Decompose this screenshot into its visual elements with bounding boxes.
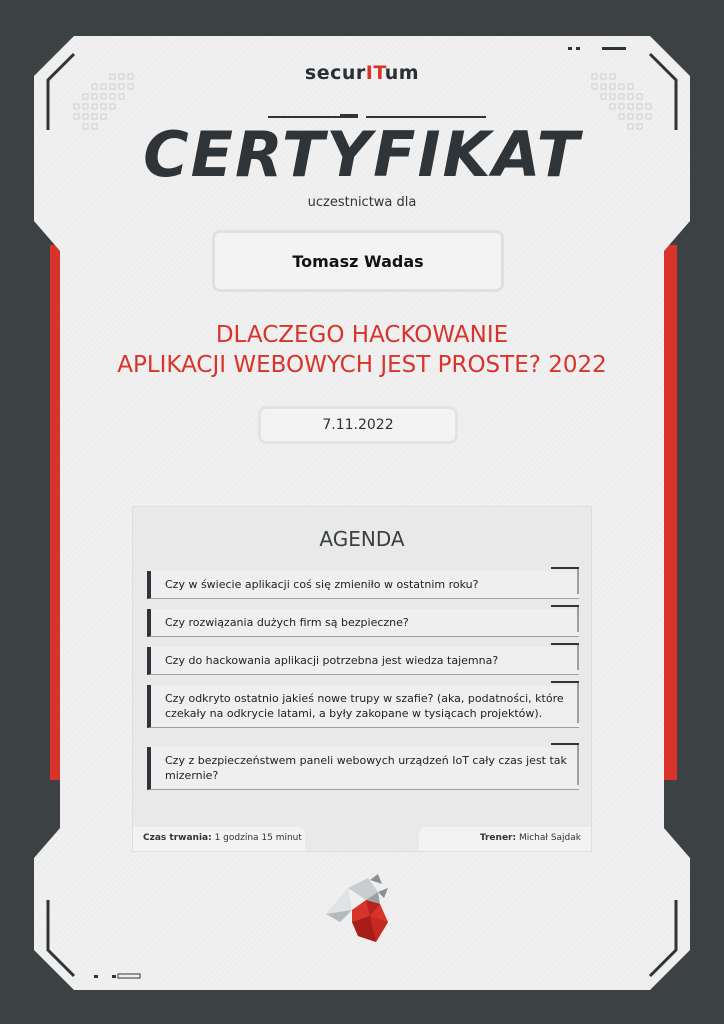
agenda-item: Czy rozwiązania dużych firm są bezpieczne?: [147, 609, 579, 637]
agenda-item: Czy w świecie aplikacji coś się zmieniło w ostatnim roku?: [147, 571, 579, 599]
duration: [133, 827, 305, 851]
participant-name: Tomasz Wadas: [212, 230, 504, 292]
securitum-mascot-icon: [318, 870, 398, 950]
duration-value: 1 godzina 15 minut: [214, 833, 302, 843]
trainer: [419, 827, 591, 851]
trainer-value: Michał Sajdak: [518, 833, 581, 843]
trainer-label: Trener:: [479, 833, 517, 843]
course-date: 7.11.2022: [258, 406, 458, 444]
certificate-title: CERTYFIKAT: [143, 118, 581, 191]
agenda-title: AGENDA: [319, 527, 405, 551]
agenda-footer: [133, 827, 591, 851]
securitum-logo: securITum: [304, 62, 420, 84]
agenda-panel: [132, 506, 592, 852]
course-title-line2: APLIKACJI WEBOWYCH JEST PROSTE? 2022: [117, 352, 607, 378]
agenda-item: Czy do hackowania aplikacji potrzebna jest wiedza tajemna?: [147, 647, 579, 675]
course-title: [0, 320, 724, 380]
certificate-subtitle: uczestnictwa dla: [307, 195, 417, 210]
duration-label: Czas trwania:: [143, 833, 212, 843]
agenda-item: Czy z bezpieczeństwem paneli webowych urządzeń IoT cały czas jest tak mizernie?: [147, 747, 579, 790]
course-title-line1: DLACZEGO HACKOWANIE: [215, 322, 509, 348]
agenda-item: Czy odkryto ostatnio jakieś nowe trupy w szafie? (aka, podatności, które czekały na odkrycie latami, a były zakopane w tysiącach projektów).: [147, 685, 579, 728]
